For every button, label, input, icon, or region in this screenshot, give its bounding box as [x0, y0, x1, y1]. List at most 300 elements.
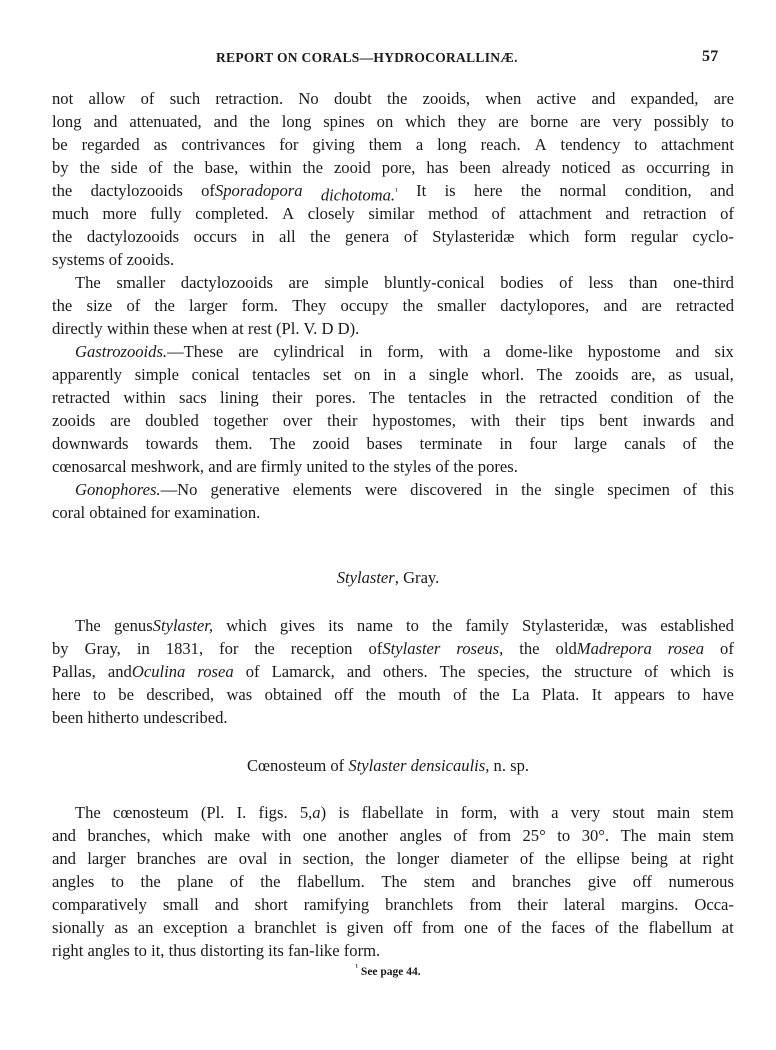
text-run: stout	[612, 803, 645, 822]
word	[383, 365, 396, 385]
text-run: size	[86, 296, 113, 315]
word	[520, 849, 534, 869]
word	[300, 803, 326, 823]
text-run: as	[114, 918, 129, 937]
text-run: name	[356, 616, 393, 635]
text-run: condition	[610, 388, 674, 407]
word	[523, 826, 546, 846]
word	[282, 204, 294, 224]
word	[52, 411, 95, 431]
text-run: with	[509, 803, 539, 822]
text-run: sacs	[179, 388, 207, 407]
word	[279, 135, 298, 155]
word	[279, 227, 296, 247]
word	[220, 388, 259, 408]
word	[621, 895, 678, 915]
text-run: of	[126, 296, 141, 315]
word	[93, 685, 106, 705]
text-run: downwards	[52, 434, 129, 453]
text-line	[52, 826, 734, 846]
text-run: the	[52, 227, 73, 246]
text-run: of	[594, 918, 609, 937]
word	[52, 181, 72, 206]
word	[410, 480, 482, 500]
text-run: the	[52, 181, 73, 200]
text-run: bluntly-conical	[384, 273, 485, 292]
word	[52, 662, 96, 682]
text-run: method	[428, 204, 478, 223]
word	[500, 296, 589, 316]
text-run: branches	[136, 849, 196, 868]
text-run: the	[432, 616, 453, 635]
text-run: form,	[387, 342, 424, 361]
word	[238, 342, 258, 362]
word	[75, 480, 197, 500]
footnote-text: See page 44.	[358, 965, 421, 978]
word	[405, 112, 446, 132]
word	[163, 895, 199, 915]
text-run: for	[219, 639, 239, 658]
word	[246, 662, 260, 682]
text-run: doubled	[145, 411, 199, 430]
text-run: the	[402, 296, 423, 315]
word	[155, 296, 175, 316]
text-run: is	[444, 181, 456, 200]
text-run: cœnosarcal meshwork, and are firmly united to the styles of the pores.	[52, 457, 518, 476]
text-line	[52, 411, 734, 431]
word	[506, 342, 573, 362]
word	[304, 895, 369, 915]
word	[498, 918, 512, 938]
text-run: ramifying	[303, 895, 370, 914]
word	[52, 112, 82, 132]
text-run: of	[245, 662, 260, 681]
word	[377, 112, 394, 132]
word	[498, 112, 518, 132]
text-run: hypostomes,	[372, 411, 456, 430]
text-run: The	[536, 365, 563, 384]
text-run: as	[621, 158, 636, 177]
text-run: directly within these when at rest (Pl. V. D D).	[52, 319, 360, 338]
text-run: possibly	[653, 112, 710, 131]
running-header	[0, 48, 776, 70]
word	[205, 158, 239, 178]
word	[530, 112, 568, 132]
text-run: larger	[189, 296, 228, 315]
word	[539, 388, 597, 408]
word	[599, 411, 628, 431]
text-run: branchlet	[254, 918, 317, 937]
word	[404, 227, 418, 247]
word	[676, 296, 734, 316]
word	[52, 895, 147, 915]
section-heading-coenosteum	[0, 756, 776, 776]
text-run: comparatively	[52, 895, 147, 914]
text-run: occurs	[193, 227, 237, 246]
text-run: on	[353, 365, 371, 384]
text-run: cylindrical	[273, 342, 345, 361]
word	[603, 296, 627, 316]
word	[673, 273, 734, 293]
word	[453, 826, 467, 846]
word	[440, 662, 466, 682]
text-run: attachment	[661, 135, 734, 154]
text-run: a	[483, 342, 491, 361]
text-run: lateral	[563, 895, 606, 914]
text-run: form.	[241, 296, 279, 315]
text-run: Pallas,	[52, 662, 96, 681]
word	[369, 388, 395, 408]
word	[397, 849, 439, 869]
word	[201, 181, 302, 206]
text-run: the	[173, 158, 194, 177]
text-run: together	[213, 411, 268, 430]
text-run: simple	[324, 273, 369, 292]
text-line	[75, 803, 734, 823]
word	[52, 296, 72, 316]
word	[80, 158, 100, 178]
text-run: plane	[177, 872, 214, 891]
word	[677, 685, 690, 705]
text-line	[52, 204, 734, 224]
text-run: condition,	[624, 181, 692, 200]
word	[323, 112, 364, 132]
text-run: which	[162, 826, 203, 845]
text-run: the	[260, 872, 281, 891]
word	[399, 826, 441, 846]
text-run: very	[612, 112, 642, 131]
word	[694, 895, 734, 915]
word	[502, 158, 551, 178]
text-run: on	[376, 112, 394, 131]
word	[409, 365, 416, 385]
word	[676, 342, 700, 362]
word	[365, 849, 385, 869]
text-run: in	[435, 803, 449, 822]
text-line	[52, 388, 734, 408]
word	[512, 685, 530, 705]
text-run: them.	[215, 434, 253, 453]
text-run: species,	[477, 662, 530, 681]
text-run: inwards	[642, 411, 696, 430]
word	[576, 849, 619, 869]
word	[416, 181, 426, 206]
word	[559, 181, 606, 206]
text-run: long	[437, 135, 467, 154]
text-run: was	[621, 616, 648, 635]
text-run: 1831,	[165, 639, 204, 658]
word	[252, 227, 265, 247]
text-run: such	[169, 89, 201, 108]
text-line	[52, 895, 734, 915]
text-run: , Gray.	[394, 568, 440, 587]
text-run: sionally	[52, 918, 105, 937]
text-run: genus	[113, 616, 153, 635]
text-run: small	[162, 895, 199, 914]
word	[254, 639, 274, 659]
text-run: the	[521, 918, 542, 937]
word	[714, 388, 734, 408]
text-run: the	[387, 89, 408, 108]
text-run: established	[660, 616, 734, 635]
word	[52, 434, 129, 454]
word	[393, 918, 412, 938]
word	[75, 342, 223, 362]
text-run: is	[325, 918, 337, 937]
word	[163, 918, 228, 938]
word	[52, 849, 76, 869]
word	[588, 273, 613, 293]
word	[82, 135, 140, 155]
text-line	[75, 273, 734, 293]
word	[338, 803, 349, 823]
word	[721, 112, 734, 132]
text-run: of	[682, 434, 697, 453]
text-run: 30°.	[581, 826, 610, 845]
text-run: the	[140, 872, 161, 891]
word	[249, 158, 291, 178]
text-run: conical	[191, 365, 240, 384]
word	[177, 872, 213, 892]
word	[668, 872, 733, 892]
word	[242, 296, 278, 316]
word	[334, 89, 372, 109]
text-run: and	[709, 181, 734, 200]
word	[366, 685, 386, 705]
text-run: the	[310, 227, 331, 246]
word	[529, 434, 557, 454]
text-run: The	[75, 273, 101, 292]
text-run: The	[439, 662, 466, 681]
word	[714, 89, 734, 109]
word	[194, 227, 237, 247]
word	[584, 227, 616, 247]
text-run: zooids	[575, 365, 619, 384]
text-run: here	[473, 181, 503, 200]
italic-text: dichotoma.	[320, 185, 396, 205]
word	[181, 273, 273, 293]
text-run: of	[453, 826, 468, 845]
word	[173, 158, 193, 178]
text-run: are	[207, 849, 228, 868]
word	[341, 296, 389, 316]
text-run: attachment	[518, 204, 592, 223]
text-run: n. sp.	[489, 756, 530, 775]
word	[347, 662, 371, 682]
text-run: form,	[460, 803, 498, 822]
text-run: pore,	[381, 158, 416, 177]
word	[52, 365, 122, 385]
word	[722, 918, 734, 938]
text-run: of	[497, 918, 512, 937]
text-line	[52, 112, 734, 132]
word	[282, 112, 312, 132]
text-run: and	[675, 342, 700, 361]
text-run: diameter	[450, 849, 509, 868]
word	[308, 204, 355, 224]
text-run: they	[457, 112, 487, 131]
word	[537, 365, 563, 385]
text-run: It	[416, 181, 427, 200]
word	[262, 826, 292, 846]
word	[613, 803, 645, 823]
word	[582, 826, 609, 846]
word	[87, 849, 125, 869]
text-run: tentacles	[408, 388, 467, 407]
word	[215, 895, 239, 915]
text-run: from	[469, 895, 502, 914]
word	[154, 135, 168, 155]
word	[703, 826, 734, 846]
text-run: No	[298, 89, 319, 108]
text-run: The	[75, 616, 101, 635]
text-run: been	[459, 158, 491, 177]
text-run: to	[677, 685, 691, 704]
text-run: dome-like	[505, 342, 573, 361]
text-run: have	[702, 685, 734, 704]
text-run: elements	[292, 480, 352, 499]
word	[272, 662, 335, 682]
word	[214, 411, 268, 431]
text-run: canals	[624, 434, 666, 453]
text-run: contrivances	[181, 135, 266, 154]
text-run: one-third	[673, 273, 734, 292]
text-run: this	[709, 480, 734, 499]
text-run: and	[213, 112, 238, 131]
word	[52, 204, 89, 224]
word	[162, 826, 203, 846]
word	[406, 616, 419, 636]
text-run: terminate	[419, 434, 483, 453]
word	[273, 342, 344, 362]
word	[657, 803, 690, 823]
text-run: which	[528, 227, 570, 246]
text-run: regarded	[81, 135, 140, 154]
text-run: allow	[88, 89, 126, 108]
text-run: exception	[163, 918, 228, 937]
italic-text: Stylaster,	[152, 616, 214, 635]
text-run: of	[453, 685, 467, 704]
text-run: closely	[307, 204, 355, 223]
text-run: Stylasteridæ	[432, 227, 515, 246]
word	[631, 849, 668, 869]
text-run: an	[137, 918, 154, 937]
text-run: were	[364, 480, 398, 499]
word	[432, 227, 514, 247]
word	[385, 895, 453, 915]
word	[149, 158, 163, 178]
word	[326, 918, 337, 938]
word	[588, 342, 661, 362]
text-run: obtained	[264, 685, 322, 704]
text-run: specimen	[607, 480, 670, 499]
word	[592, 685, 602, 705]
word	[270, 434, 296, 454]
text-run: gives	[279, 616, 315, 635]
word	[437, 135, 467, 155]
word	[387, 89, 407, 109]
text-run: the	[154, 296, 175, 315]
text-run: of	[683, 480, 697, 499]
word	[500, 273, 543, 293]
text-run: the	[519, 639, 540, 658]
text-run: is	[722, 662, 734, 681]
text-run: Gray,	[84, 639, 121, 658]
text-run: a	[408, 365, 417, 384]
text-run: of	[519, 849, 534, 868]
text-run: tendency	[560, 135, 621, 154]
italic-text: a	[312, 803, 321, 822]
word	[555, 480, 595, 500]
text-run: the	[302, 158, 323, 177]
text-run: They	[292, 296, 327, 315]
word	[93, 112, 117, 132]
text-run: usual,	[694, 365, 734, 384]
text-run: in	[383, 365, 397, 384]
text-run: lining	[219, 388, 259, 407]
text-run: section,	[302, 849, 354, 868]
word	[362, 803, 424, 823]
text-line	[52, 639, 734, 659]
word	[279, 849, 292, 869]
text-run: pores.	[315, 388, 356, 407]
word	[195, 204, 268, 224]
text-run: six	[714, 342, 734, 361]
word	[303, 849, 354, 869]
text-run: set	[322, 365, 342, 384]
word	[646, 158, 710, 178]
text-run: of	[201, 181, 215, 200]
text-run: The	[620, 826, 647, 845]
word	[365, 480, 397, 500]
text-line	[52, 89, 734, 109]
word	[509, 803, 539, 823]
text-run: zooid	[312, 434, 350, 453]
word	[384, 273, 484, 293]
word	[605, 204, 629, 224]
word	[506, 388, 526, 408]
word	[381, 872, 407, 892]
word	[298, 89, 318, 109]
word	[108, 662, 185, 682]
word	[398, 685, 440, 705]
word	[559, 273, 573, 293]
text-run: Occa-	[694, 895, 734, 914]
text-run: all	[279, 227, 296, 246]
word	[519, 639, 539, 659]
word	[515, 411, 545, 431]
word	[118, 685, 134, 705]
text-run: Plata.	[541, 685, 580, 704]
word	[52, 639, 69, 659]
word	[721, 158, 734, 178]
text-run: —These	[167, 342, 224, 361]
word	[580, 112, 600, 132]
word	[710, 480, 734, 500]
text-run: one	[463, 918, 488, 937]
word	[146, 685, 214, 705]
text-run: than	[628, 273, 658, 292]
word	[226, 685, 252, 705]
text-line	[52, 708, 734, 728]
text-run: the	[520, 181, 542, 200]
word	[141, 89, 155, 109]
word	[75, 616, 101, 636]
word	[461, 803, 497, 823]
text-run: the	[365, 685, 386, 704]
text-run: reach.	[480, 135, 521, 154]
text-line	[52, 662, 734, 682]
